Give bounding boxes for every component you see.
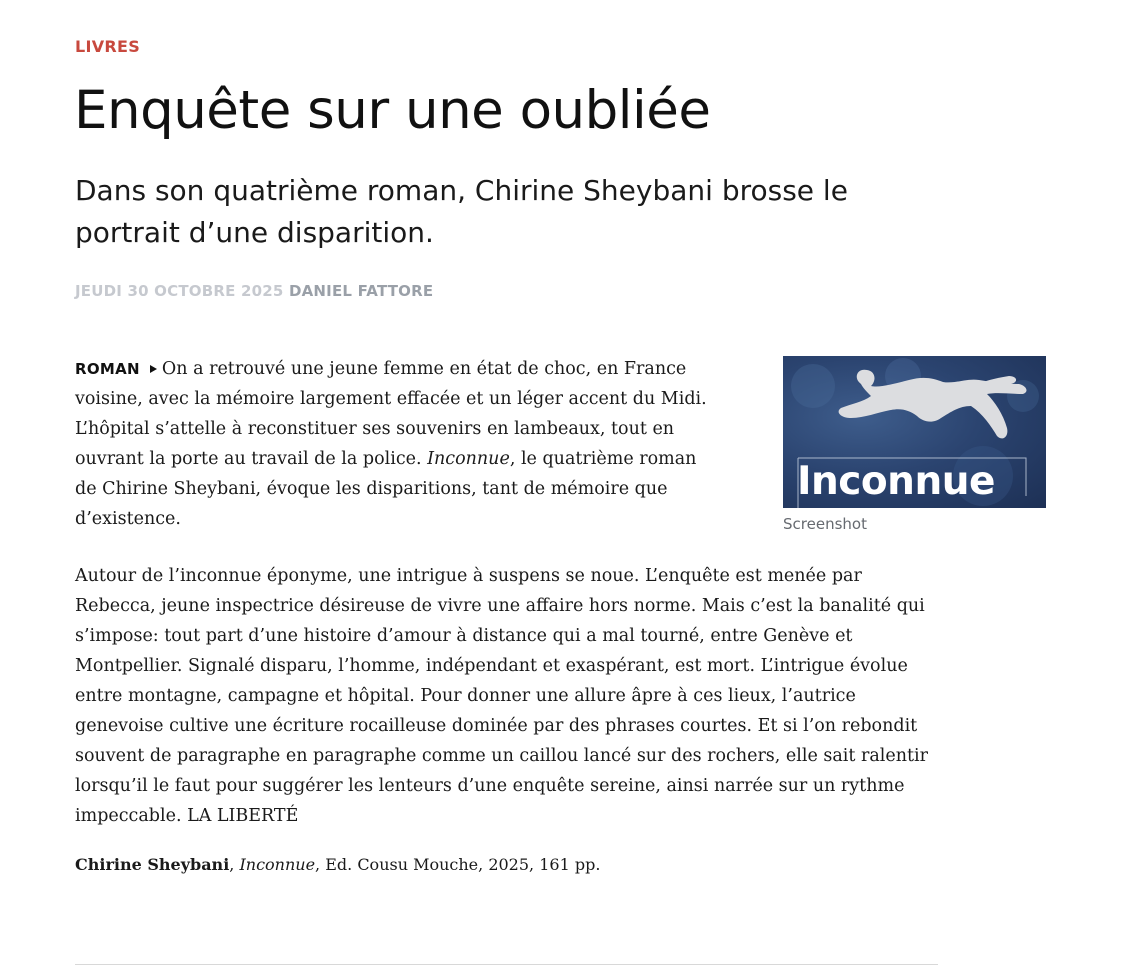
cover-title: Inconnue bbox=[797, 459, 995, 504]
section-label[interactable]: LIVRES bbox=[75, 37, 141, 56]
article-lede: Dans son quatrième roman, Chirine Sheybani brosse le portrait d’une disparition. bbox=[75, 174, 848, 249]
book-cover-image[interactable] bbox=[783, 356, 1046, 508]
book-credit bbox=[75, 855, 600, 874]
body-paragraph-1 bbox=[75, 354, 720, 534]
publish-date: JEUDI 30 OCTOBRE 2025 bbox=[75, 282, 284, 300]
credit-title: Inconnue bbox=[239, 855, 316, 874]
author-name[interactable]: DANIEL FATTORE bbox=[288, 282, 434, 300]
image-caption: Screenshot bbox=[783, 515, 867, 533]
bottom-divider bbox=[75, 964, 938, 965]
credit-separator: , bbox=[229, 855, 240, 874]
credit-author: Chirine Sheybani bbox=[75, 855, 230, 874]
triangle-right-icon bbox=[150, 365, 157, 373]
body-paragraph-2: Autour de l’inconnue éponyme, une intrigue à suspens se noue. L’enquête est menée par Rebecca, jeune inspectrice désireuse de vivre une affaire hors norme. Mais c’est la banalité qui s’impose: tout part d’une histoire d’amour à distance qui a mal tourné, entre Genève et Montpellier. Signalé disparu, l’homme, indépendant et exaspérant, est mort. L’intrigue évolue entre montagne, campagne et hôpital. Pour donner une allure âpre à ces lieux, l’autrice genevoise cultive une écriture rocailleuse dominée par des phrases courtes. Et si l’on rebondit souvent de paragraphe en paragraphe comme un caillou lancé sur des rochers, elle sait ralentir lorsqu’il le faut pour suggérer les lenteurs d’une enquête sereine, ainsi narrée sur un rythme impeccable. LA LIBERTÉ bbox=[75, 566, 929, 826]
paragraph-text: , le quatrième roman de Chirine Sheybani, évoque les disparitions, tant de mémoire que d’existence. bbox=[75, 449, 697, 529]
article-meta bbox=[75, 282, 433, 300]
kicker-label: ROMAN bbox=[75, 360, 140, 378]
article-title: Enquête sur une oubliée bbox=[74, 80, 711, 141]
book-title: Inconnue bbox=[427, 449, 510, 469]
credit-details: , Ed. Cousu Mouche, 2025, 161 pp. bbox=[315, 855, 601, 874]
paragraph-text: On a retrouvé une jeune femme en état de choc, en France voisine, avec la mémoire largement effacée et un léger accent du Midi. L’hôpital s’attelle à reconstituer ses souvenirs en lambeaux, tout en ouvrant la porte au travail de la police. bbox=[75, 359, 707, 469]
